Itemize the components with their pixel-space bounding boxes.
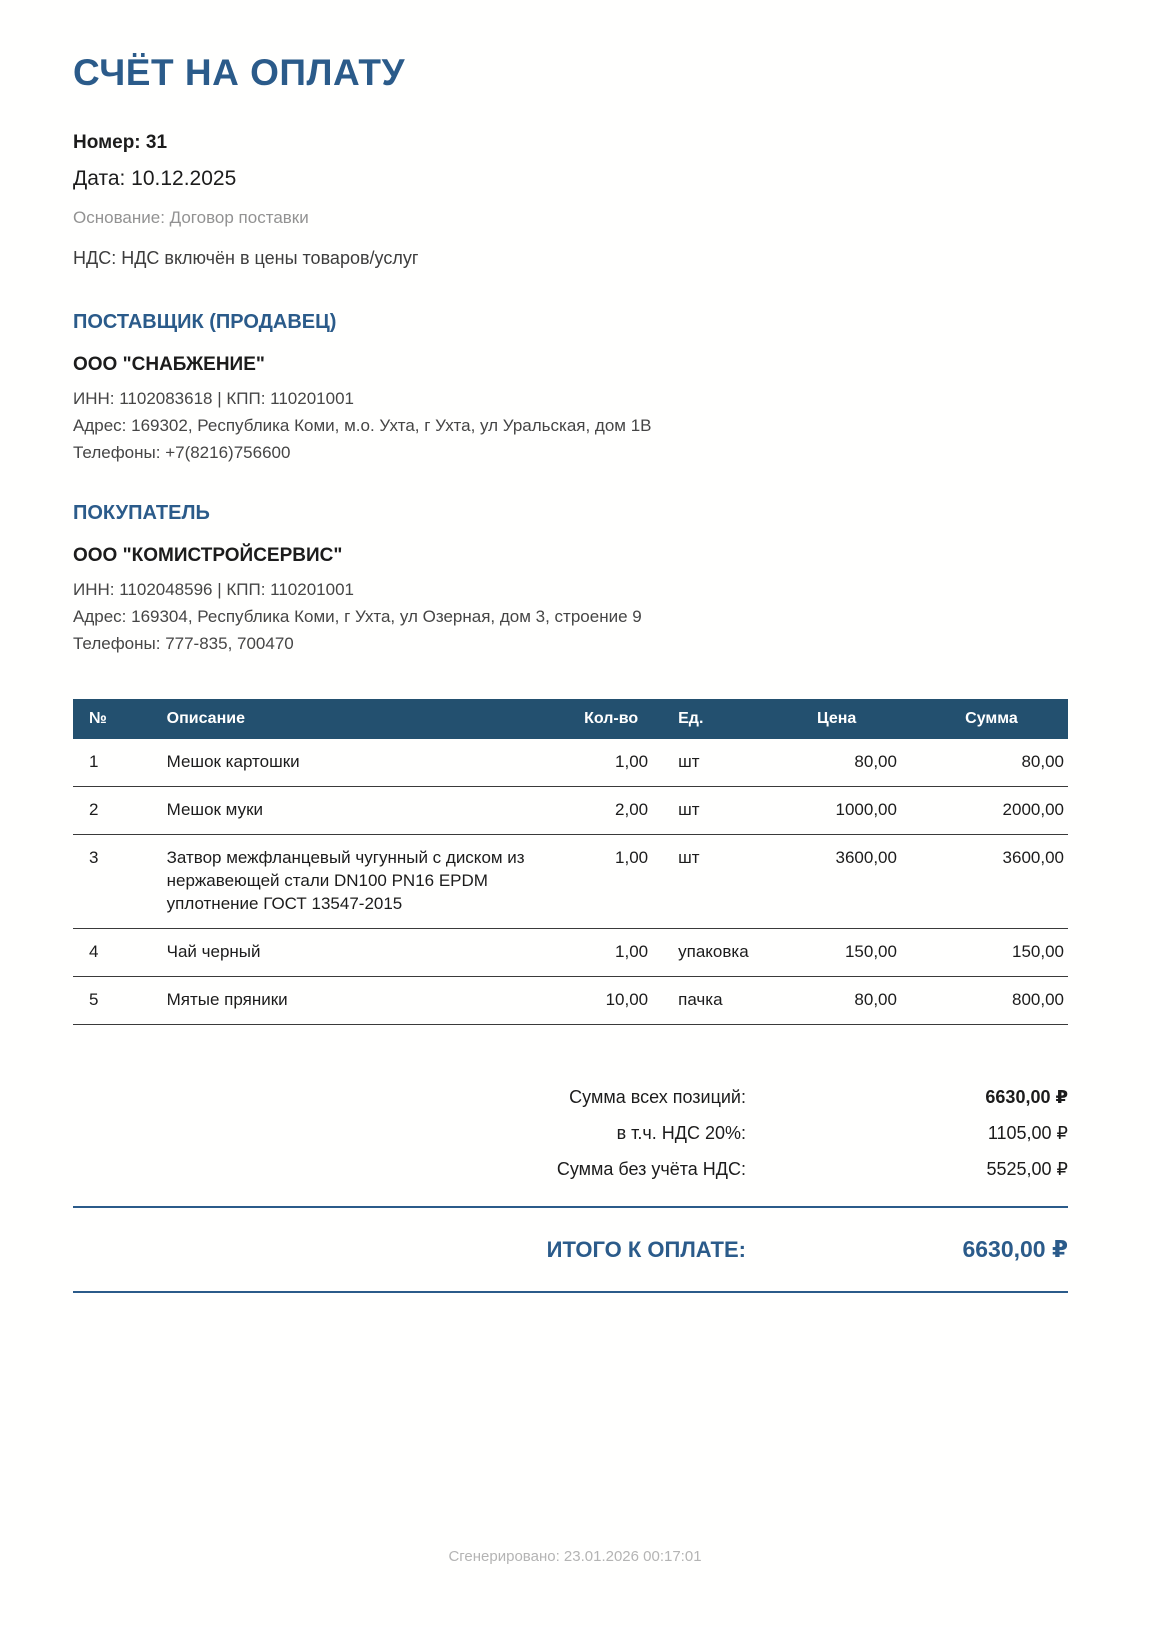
totals-section: [73, 1087, 1068, 1293]
cell-sum: 150,00: [1012, 941, 1064, 961]
col-header-sum: Сумма: [911, 699, 1068, 739]
buyer-heading: ПОКУПАТЕЛЬ: [73, 502, 210, 524]
generated-timestamp: Сгенерировано: 23.01.2026 00:17:01: [448, 1548, 702, 1565]
cell-sum: 3600,00: [1002, 847, 1064, 867]
cell-quantity: 1,00: [615, 752, 649, 771]
totals-row-label: в т.ч. НДС 20%:: [616, 1122, 746, 1143]
supplier-address: Адрес: 169302, Республика Коми, м.о. Ухта, г Ухта, ул Уральская, дом 1В: [73, 416, 652, 435]
items-table: [73, 699, 1068, 1025]
buyer-address: Адрес: 169304, Республика Коми, г Ухта, ул Озерная, дом 3, строение 9: [73, 607, 642, 626]
totals-row: [73, 1159, 1068, 1180]
cell-number: 5: [89, 989, 99, 1009]
col-header-quantity: Кол-во: [534, 699, 656, 739]
totals-divider-bottom: [73, 1291, 1068, 1293]
supplier-inn-kpp: ИНН: 1102083618 | КПП: 110201001: [73, 389, 354, 408]
cell-quantity: 10,00: [605, 989, 649, 1009]
table-row: [73, 976, 1068, 1024]
supplier-heading: ПОСТАВЩИК (ПРОДАВЕЦ): [73, 311, 337, 333]
cell-sum: 80,00: [1021, 752, 1064, 771]
totals-rows: [73, 1087, 1068, 1180]
grand-total-value: 6630,00 ₽: [962, 1235, 1068, 1262]
supplier-name: ООО "СНАБЖЕНИЕ": [73, 354, 265, 375]
cell-description: Мешок муки: [166, 799, 263, 819]
cell-price: 80,00: [854, 989, 897, 1009]
cell-description: Мятые пряники: [166, 989, 288, 1009]
buyer-inn-kpp: ИНН: 1102048596 | КПП: 110201001: [73, 580, 354, 599]
cell-description: Чай черный: [166, 941, 261, 961]
invoice-basis: Основание: Договор поставки: [73, 208, 309, 227]
cell-price: 3600,00: [835, 847, 897, 867]
invoice-date: Дата: 10.12.2025: [73, 167, 237, 190]
page-title: СЧЁТ НА ОПЛАТУ: [73, 52, 405, 93]
supplier-phones: Телефоны: +7(8216)756600: [73, 443, 291, 462]
cell-number: 1: [89, 752, 99, 771]
totals-row-label: Сумма без учёта НДС:: [556, 1158, 746, 1179]
items-table-header-row: [73, 699, 1068, 739]
invoice-vat-note: НДС: НДС включён в цены товаров/услуг: [73, 248, 419, 268]
totals-row-value: 6630,00 ₽: [985, 1086, 1068, 1107]
col-header-number: №: [73, 699, 159, 739]
cell-number: 3: [89, 847, 99, 867]
cell-quantity: 2,00: [615, 799, 649, 819]
col-header-description: Описание: [159, 699, 534, 739]
cell-unit: шт: [678, 752, 700, 771]
cell-unit: шт: [678, 847, 700, 867]
cell-quantity: 1,00: [615, 941, 649, 961]
totals-row: [73, 1087, 1068, 1108]
cell-price: 150,00: [844, 941, 897, 961]
totals-row-value: 1105,00 ₽: [987, 1122, 1068, 1143]
cell-sum: 800,00: [1012, 989, 1064, 1009]
cell-description: Затвор межфланцевый чугунный с диском из нержавеющей стали DN100 PN16 EPDM уплотнение ГОСТ 13547-2015: [166, 847, 525, 913]
grand-total-row: [73, 1236, 1068, 1263]
buyer-section: [73, 502, 1068, 657]
buyer-phones: Телефоны: 777-835, 700470: [73, 634, 294, 653]
cell-price: 80,00: [854, 752, 897, 771]
buyer-name: ООО "КОМИСТРОЙСЕРВИС": [73, 545, 343, 566]
table-row: [73, 786, 1068, 834]
grand-total-label: ИТОГО К ОПЛАТЕ:: [546, 1236, 746, 1262]
table-row: [73, 928, 1068, 976]
totals-row-label: Сумма всех позиций:: [569, 1086, 746, 1107]
cell-unit: пачка: [678, 989, 723, 1009]
cell-sum: 2000,00: [1002, 799, 1064, 819]
col-header-price: Цена: [768, 699, 911, 739]
cell-price: 1000,00: [835, 799, 897, 819]
cell-number: 4: [89, 941, 99, 961]
cell-unit: упаковка: [678, 941, 749, 961]
invoice-number: Номер: 31: [73, 132, 168, 153]
table-row: [73, 834, 1068, 928]
cell-quantity: 1,00: [615, 847, 649, 867]
totals-row: [73, 1123, 1068, 1144]
cell-number: 2: [89, 799, 99, 819]
totals-row-value: 5525,00 ₽: [986, 1158, 1068, 1179]
table-row: [73, 739, 1068, 786]
supplier-section: [73, 311, 1068, 466]
items-table-body: [73, 739, 1068, 1024]
totals-divider-top: [73, 1206, 1068, 1208]
col-header-unit: Ед.: [656, 699, 768, 739]
cell-description: Мешок картошки: [166, 752, 300, 771]
cell-unit: шт: [678, 799, 700, 819]
